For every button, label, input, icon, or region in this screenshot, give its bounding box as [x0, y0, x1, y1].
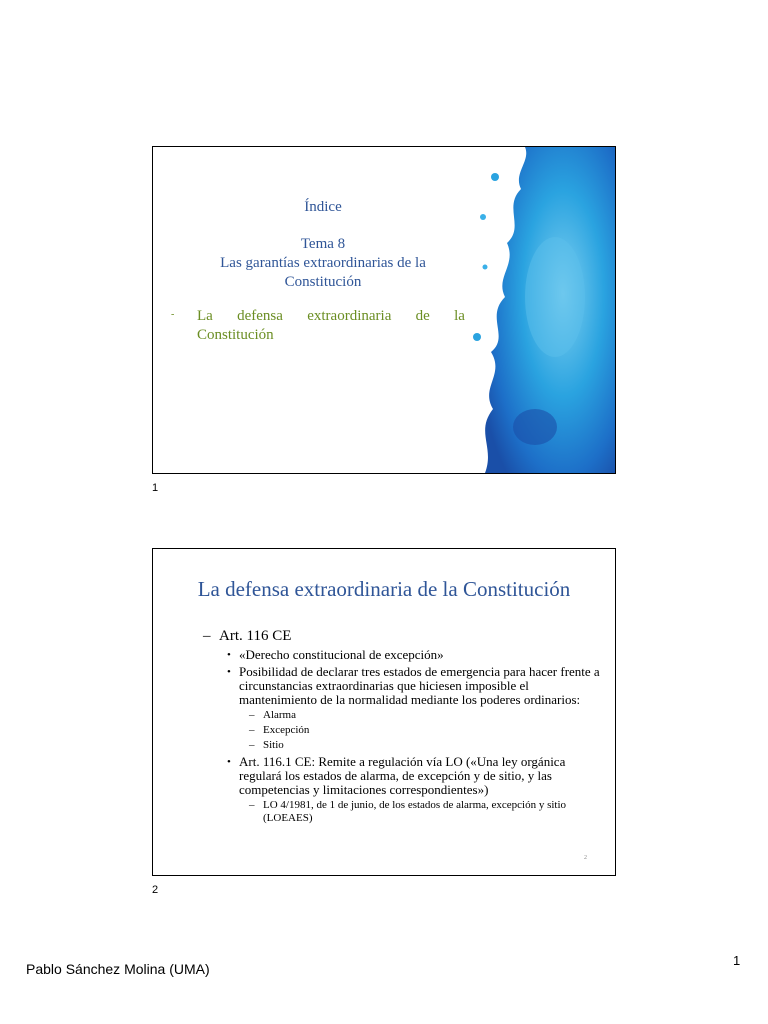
content-item-level-3 — [203, 799, 603, 825]
index-item-line-1 — [175, 307, 465, 326]
list-marker: – — [249, 799, 255, 811]
content-item-level-2 — [203, 665, 603, 707]
slide-2-page-mark: 2 — [584, 855, 587, 861]
content-text: Art. 116.1 CE: Remite a regulación vía LO («Una ley orgánica regulará los estados de alarma, de excepción y de sitio, y las competencias y limitaciones correspondientes») — [239, 754, 566, 797]
subtitle-line: Tema 8 — [300, 236, 346, 252]
item-word: La — [197, 308, 213, 324]
item-word: la — [454, 308, 465, 324]
content-text: Excepción — [263, 724, 310, 736]
content-text: «Derecho constitucional de excepción» — [239, 647, 444, 662]
content-text: Sitio — [263, 739, 284, 751]
item-word: defensa — [237, 308, 283, 324]
list-marker: – — [249, 739, 255, 751]
slide-2-body — [203, 627, 603, 825]
content-text: Art. 116 CE — [219, 628, 292, 644]
slide-2-title: La defensa extraordinaria de la Constitución — [197, 577, 571, 601]
list-marker: • — [227, 756, 231, 768]
index-item-line-2: Constitución — [197, 327, 274, 343]
slide-1-label: 1 — [152, 482, 159, 494]
index-item — [171, 307, 465, 345]
item-word: de — [415, 308, 430, 324]
content-text: Alarma — [263, 709, 296, 721]
watercolor-splash-image — [455, 147, 615, 473]
bullet-marker: - — [171, 309, 175, 320]
content-item-level-3 — [203, 739, 603, 752]
list-marker: – — [249, 724, 255, 736]
slide-1 — [152, 146, 616, 474]
list-marker: – — [203, 628, 211, 644]
list-marker: – — [249, 709, 255, 721]
content-text: Posibilidad de declarar tres estados de emergencia para hacer frente a circunstancias extraordinarias que hiciesen imposible el mantenimiento de la normalidad mediante los poderes ordinarios: — [239, 664, 600, 707]
slide-1-subtitle — [153, 235, 493, 292]
subtitle-line: Las garantías extraordinarias de la — [220, 255, 426, 271]
list-marker: • — [227, 666, 231, 678]
slide-2-label: 2 — [152, 884, 159, 896]
content-item-level-3 — [203, 709, 603, 722]
content-item-level-2 — [203, 648, 603, 662]
subtitle-line: Constitución — [284, 274, 362, 290]
content-item-level-2 — [203, 755, 603, 797]
footer-page-number: 1 — [733, 953, 741, 968]
footer-author: Pablo Sánchez Molina (UMA) — [26, 961, 210, 977]
content-item-level-1 — [203, 627, 603, 645]
slide-1-heading: Índice — [304, 199, 342, 215]
slide-2 — [152, 548, 616, 876]
item-word: extraordinaria — [307, 308, 392, 324]
list-marker: • — [227, 649, 231, 661]
content-text: LO 4/1981, de 1 de junio, de los estados de alarma, excepción y sitio (LOEAES) — [263, 799, 567, 824]
content-item-level-3 — [203, 724, 603, 737]
